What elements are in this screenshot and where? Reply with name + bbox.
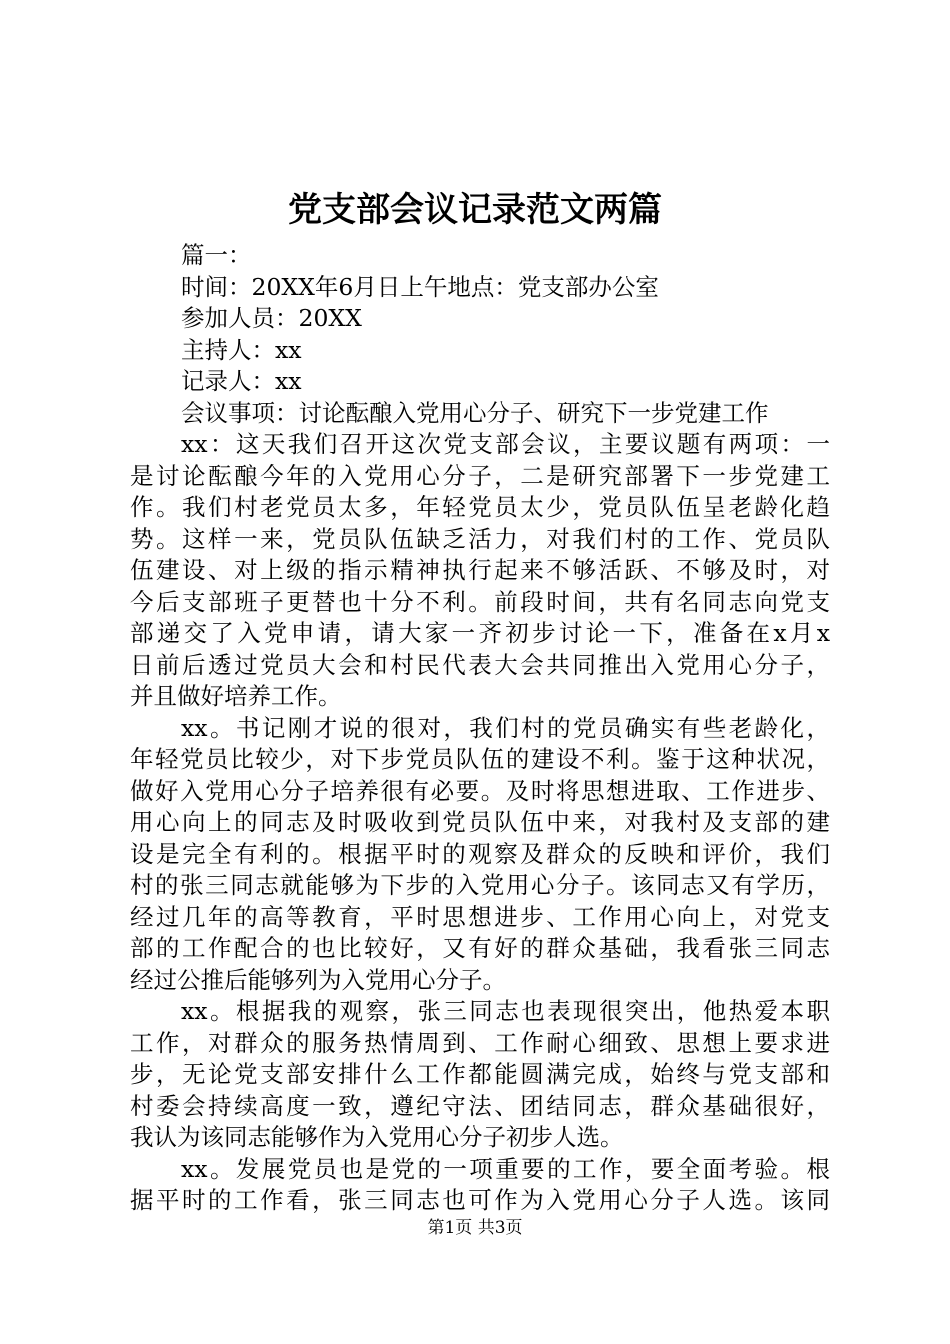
text-line: 会议事项：讨论酝酿入党用心分子、研究下一步党建工作 <box>181 398 769 427</box>
text-line: 作。我们村老党员太多，年轻党员太少，党员队伍呈老龄化趋 <box>130 493 830 521</box>
text-line: 并且做好培养工作。 <box>130 682 342 710</box>
text-line: 做好入党用心分子培养很有必要。及时将思想进取、工作进步、 <box>130 776 830 805</box>
text-line: 日前后透过党员大会和村民代表大会共同推出入党用心分子， <box>130 650 830 679</box>
text-line: 我认为该同志能够作为入党用心分子初步人选。 <box>130 1123 624 1151</box>
text-line: 伍建设、对上级的指示精神执行起来不够活跃、不够及时，对 <box>130 556 830 584</box>
text-line: 工作，对群众的服务热情周到、工作耐心细致、思想上要求进 <box>130 1028 830 1057</box>
text-line: 是讨论酝酿今年的入党用心分子，二是研究部署下一步党建工 <box>130 461 830 490</box>
text-line: xx：这天我们召开这次党支部会议，主要议题有两项：一 <box>181 430 830 458</box>
text-line: 村委会持续高度一致，遵纪守法、团结同志，群众基础很好， <box>130 1091 830 1120</box>
text-line: 参加人员：20XX <box>181 304 362 332</box>
text-line: 经过公推后能够列为入党用心分子。 <box>130 965 506 994</box>
text-line: 经过几年的高等教育，平时思想进步、工作用心向上，对党支 <box>130 902 830 931</box>
text-line: 篇一： <box>181 241 252 269</box>
text-line: 势。这样一来，党员队伍缺乏活力，对我们村的工作、党员队 <box>130 524 830 553</box>
text-line: 步，无论党支部安排什么工作都能圆满完成，始终与党支部和 <box>130 1060 830 1088</box>
text-line: 据平时的工作看，张三同志也可作为入党用心分子人选。该同 <box>130 1186 830 1214</box>
text-line: xx。根据我的观察，张三同志也表现很突出，他热爱本职 <box>181 997 830 1025</box>
text-line: 时间：20XX年6月日上午地点：党支部办公室 <box>181 272 659 301</box>
text-line: xx。发展党员也是党的一项重要的工作，要全面考验。根 <box>181 1154 830 1183</box>
document-title: 党支部会议记录范文两篇 <box>288 190 662 230</box>
text-line: 设是完全有利的。根据平时的观察及群众的反映和评价，我们 <box>130 839 830 868</box>
text-line: xx。书记刚才说的很对，我们村的党员确实有些老龄化， <box>181 713 830 742</box>
text-line: 用心向上的同志及时吸收到党员队伍中来，对我村及支部的建 <box>130 808 830 836</box>
text-line: 村的张三同志就能够为下步的入党用心分子。该同志又有学历， <box>130 871 830 899</box>
text-line: 今后支部班子更替也十分不利。前段时间，共有名同志向党支 <box>130 587 830 616</box>
text-line: 记录人：xx <box>181 367 302 395</box>
text-line: 部的工作配合的也比较好，又有好的群众基础，我看张三同志 <box>130 934 830 962</box>
text-line: 年轻党员比较少，对下步党员队伍的建设不利。鉴于这种状况， <box>130 745 830 773</box>
text-line: 部递交了入党申请，请大家一齐初步讨论一下，准备在x月x <box>130 619 830 647</box>
document-body <box>130 240 830 1217</box>
page-footer: 第1页 共3页 <box>427 1218 523 1238</box>
text-line: 主持人：xx <box>181 335 302 364</box>
